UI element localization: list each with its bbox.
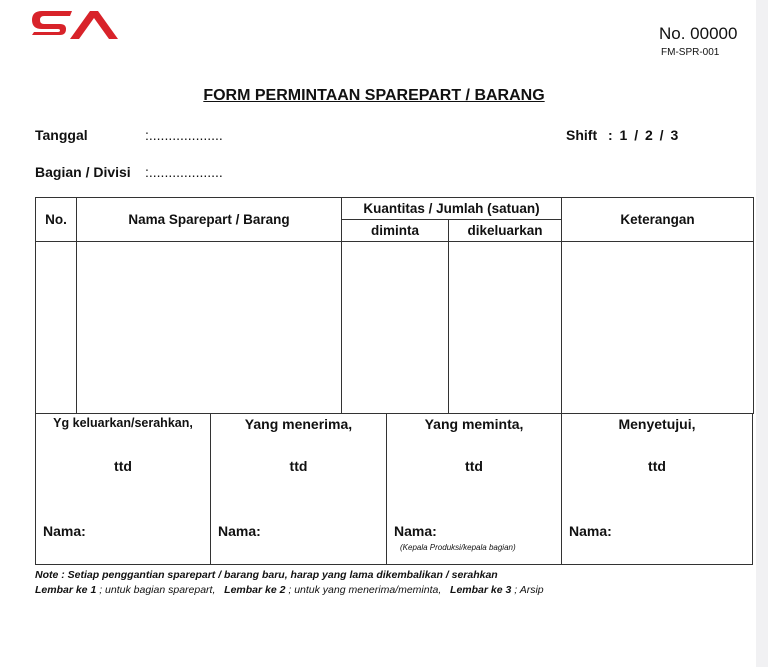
tanggal-field[interactable]: :................... — [145, 127, 223, 143]
signature-nama: Nama: — [43, 523, 86, 539]
signature-nama: Nama: — [569, 523, 612, 539]
col-keterangan-header: Keterangan — [562, 198, 754, 242]
lembar1-text: ; untuk bagian sparepart, — [96, 584, 216, 596]
bagian-field[interactable]: :................... — [145, 164, 223, 180]
lembar-distribution — [35, 584, 544, 596]
signature-nama: Nama: — [394, 523, 437, 539]
signature-box-menerima[interactable] — [211, 413, 387, 564]
shift-label: Shift — [566, 127, 598, 143]
table-row — [36, 242, 754, 414]
shift-options[interactable]: : 1 / 2 / 3 — [608, 127, 679, 143]
signature-nama: Nama: — [218, 523, 261, 539]
cell-nama[interactable] — [77, 242, 342, 414]
signature-heading: Menyetujui, — [618, 416, 696, 432]
cell-keterangan[interactable] — [562, 242, 754, 414]
form-number: No. 00000 — [659, 24, 738, 43]
signature-heading: Yang meminta, — [424, 416, 524, 432]
cell-no[interactable] — [36, 242, 77, 414]
col-diminta-header: diminta — [342, 220, 449, 242]
form-code: FM-SPR-001 — [661, 47, 720, 58]
lembar3-label: Lembar ke 3 — [450, 584, 512, 596]
form-title: FORM PERMINTAAN SPAREPART / BARANG — [203, 87, 545, 104]
lembar3-text: ; Arsip — [511, 584, 544, 596]
sa-logo — [30, 9, 120, 41]
signature-heading: Yg keluarkan/serahkan, — [53, 416, 193, 430]
signature-heading: Yang menerima, — [244, 416, 353, 432]
signature-ttd: ttd — [465, 458, 483, 474]
item-table — [35, 197, 754, 414]
signature-ttd: ttd — [289, 458, 308, 474]
note-text: Note : Setiap penggantian sparepart / barang baru, harap yang lama dikembalikan / serahkan — [35, 569, 498, 581]
col-kuantitas-header: Kuantitas / Jumlah (satuan) — [342, 198, 562, 220]
col-dikeluarkan-header: dikeluarkan — [449, 220, 562, 242]
bagian-label: Bagian / Divisi — [35, 164, 131, 180]
signature-section — [35, 413, 753, 565]
signature-ttd: ttd — [114, 458, 132, 474]
cell-dikeluarkan[interactable] — [449, 242, 562, 414]
page-edge — [756, 0, 768, 667]
signature-subtitle: (Kepala Produksi/kepala bagian) — [400, 543, 516, 552]
lembar2-label: Lembar ke 2 — [224, 584, 286, 596]
signature-box-menyetujui[interactable] — [562, 413, 752, 564]
lembar1-label: Lembar ke 1 — [35, 584, 97, 596]
signature-box-keluarkan[interactable] — [36, 413, 211, 564]
signature-ttd: ttd — [648, 458, 666, 474]
cell-diminta[interactable] — [342, 242, 449, 414]
signature-box-meminta[interactable] — [387, 413, 562, 564]
tanggal-label: Tanggal — [35, 127, 88, 143]
lembar2-text: ; untuk yang menerima/meminta, — [285, 584, 442, 596]
col-nama-header: Nama Sparepart / Barang — [77, 198, 342, 242]
col-no-header: No. — [36, 198, 77, 242]
